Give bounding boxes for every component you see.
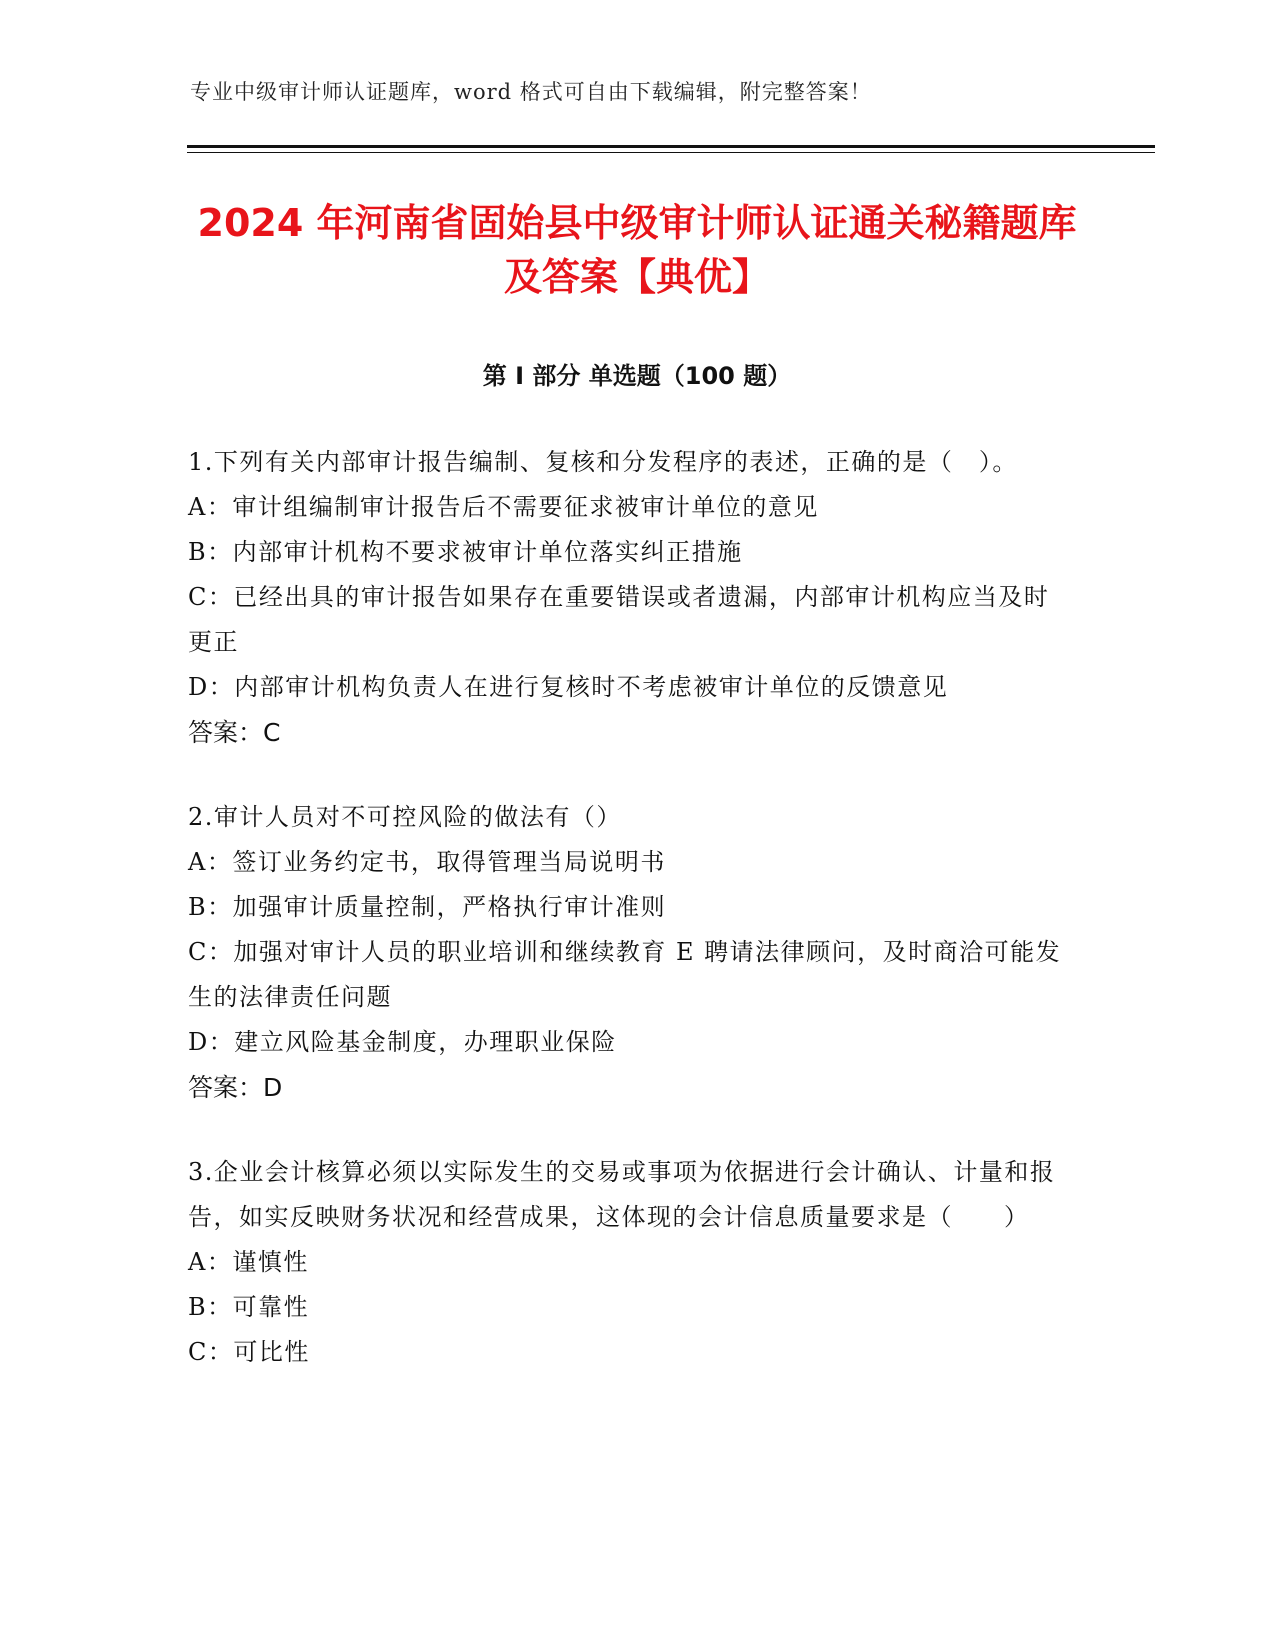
option-a: A：审计组编制审计报告后不需要征求被审计单位的意见 <box>188 493 819 521</box>
option-c: C：可比性 <box>188 1338 310 1366</box>
answer: 答案：C <box>188 718 281 747</box>
question-1 <box>188 440 1073 755</box>
section-heading: 第 I 部分 单选题（100 题） <box>482 362 792 390</box>
option-b: B：内部审计机构不要求被审计单位落实纠正措施 <box>188 538 743 566</box>
option-a: A：签订业务约定书，取得管理当局说明书 <box>188 848 666 876</box>
option-c: C：已经出具的审计报告如果存在重要错误或者遗漏，内部审计机构应当及时更正 <box>188 583 1050 656</box>
option-d: D：建立风险基金制度，办理职业保险 <box>188 1028 617 1056</box>
header-rule <box>187 145 1155 148</box>
question-2 <box>188 795 1073 1110</box>
question-list <box>188 440 1073 1415</box>
option-a: A：谨慎性 <box>188 1248 309 1276</box>
question-stem: 1.下列有关内部审计报告编制、复核和分发程序的表述，正确的是（ ）。 <box>188 448 1018 476</box>
header-note: 专业中级审计师认证题库，word 格式可自由下载编辑，附完整答案！ <box>190 80 872 104</box>
document-title: 2024 年河南省固始县中级审计师认证通关秘籍题库及答案【典优】 <box>197 201 1077 299</box>
option-b: B：可靠性 <box>188 1293 310 1321</box>
answer: 答案：D <box>188 1073 283 1102</box>
question-3 <box>188 1150 1073 1375</box>
option-d: D：内部审计机构负责人在进行复核时不考虑被审计单位的反馈意见 <box>188 673 949 701</box>
question-stem: 3.企业会计核算必须以实际发生的交易或事项为依据进行会计确认、计量和报告，如实反映财务状况和经营成果，这体现的会计信息质量要求是（ ） <box>188 1158 1056 1231</box>
option-b: B：加强审计质量控制，严格执行审计准则 <box>188 893 667 921</box>
question-stem: 2.审计人员对不可控风险的做法有（） <box>188 803 622 831</box>
header-rule-thin <box>187 152 1155 153</box>
option-c: C：加强对审计人员的职业培训和继续教育 E 聘请法律顾问，及时商洽可能发生的法律责任问题 <box>188 938 1062 1011</box>
